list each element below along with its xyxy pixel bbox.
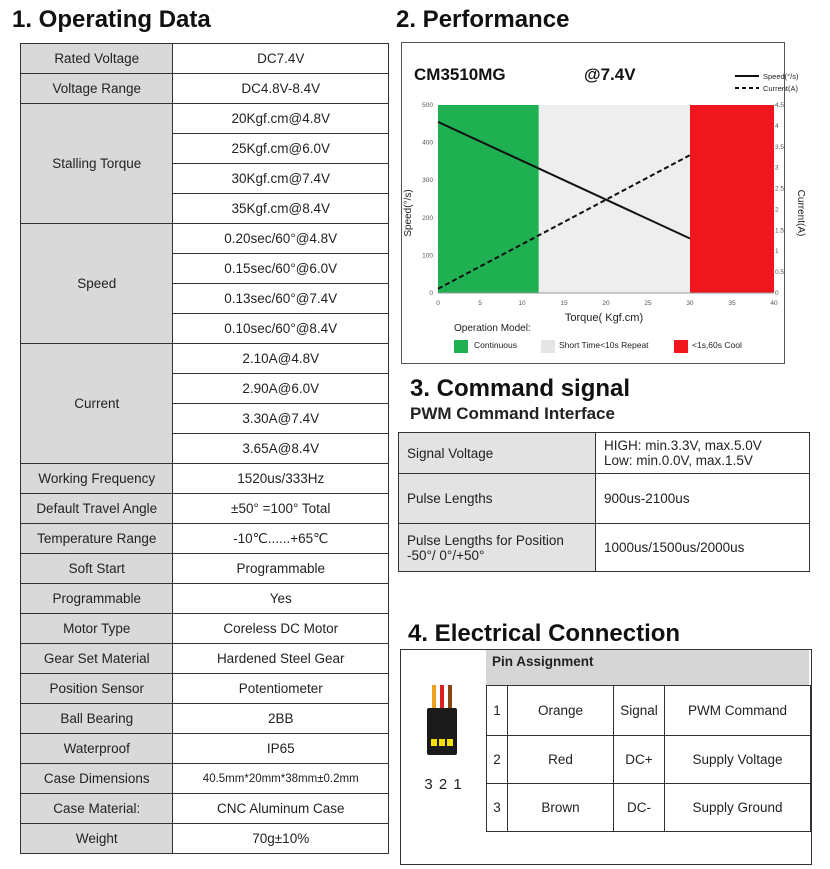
x-tick-label: 15 bbox=[560, 300, 568, 307]
table-row bbox=[487, 736, 811, 784]
table-row bbox=[21, 554, 389, 584]
spec-value: 0.20sec/60°@4.8V bbox=[173, 224, 389, 254]
table-row bbox=[21, 224, 389, 254]
spec-label: Gear Set Material bbox=[21, 644, 173, 674]
operating-data-heading: 1. Operating Data bbox=[12, 6, 211, 33]
spec-value: -10℃......+65℃ bbox=[173, 524, 389, 554]
cmd-value: 900us-2100us bbox=[596, 474, 810, 524]
legend-speed-label: Speed(°/s) bbox=[763, 72, 799, 81]
spec-value: 40.5mm*20mm*38mm±0.2mm bbox=[173, 764, 389, 794]
y2-tick-label: 0 bbox=[775, 290, 779, 297]
zone-swatch-continuous bbox=[454, 340, 468, 353]
pin-assignment-header: Pin Assignment bbox=[486, 650, 809, 685]
spec-label: Stalling Torque bbox=[21, 104, 173, 224]
connector-housing bbox=[427, 708, 457, 755]
x-tick-label: 30 bbox=[686, 300, 694, 307]
spec-value: 0.13sec/60°@7.4V bbox=[173, 284, 389, 314]
spec-label: Rated Voltage bbox=[21, 44, 173, 74]
pin-type: DC- bbox=[614, 784, 665, 832]
zone-label-short-time: Short Time<10s Repeat bbox=[559, 340, 649, 350]
plot-layer bbox=[422, 102, 784, 307]
spec-label: Temperature Range bbox=[21, 524, 173, 554]
zone-swatch-short-time bbox=[541, 340, 555, 353]
table-row bbox=[399, 474, 810, 524]
table-row bbox=[21, 704, 389, 734]
table-row bbox=[21, 794, 389, 824]
table-row bbox=[21, 764, 389, 794]
performance-chart-panel bbox=[401, 42, 806, 364]
spec-value: DC7.4V bbox=[173, 44, 389, 74]
zone-band-0 bbox=[438, 105, 539, 293]
zone-legend-title: Operation Model: bbox=[454, 323, 531, 334]
table-row bbox=[21, 524, 389, 554]
spec-value: 0.15sec/60°@6.0V bbox=[173, 254, 389, 284]
legend-current-label: Current(A) bbox=[763, 84, 799, 93]
spec-label: Motor Type bbox=[21, 614, 173, 644]
y2-tick-label: 3 bbox=[775, 164, 779, 172]
pulse-position-angles: -50°/ 0°/+50° bbox=[407, 547, 485, 563]
spec-value: Programmable bbox=[173, 554, 389, 584]
spec-value: ±50° =100° Total bbox=[173, 494, 389, 524]
cmd-label bbox=[399, 524, 596, 572]
cmd-label: Signal Voltage bbox=[399, 433, 596, 474]
spec-value: Hardened Steel Gear bbox=[173, 644, 389, 674]
pin-color: Brown bbox=[508, 784, 614, 832]
command-signal-table bbox=[398, 432, 810, 572]
cmd-value bbox=[596, 433, 810, 474]
pin-color: Orange bbox=[508, 686, 614, 736]
pin-function: PWM Command bbox=[665, 686, 811, 736]
table-row bbox=[21, 344, 389, 374]
table-row bbox=[21, 614, 389, 644]
y-tick-label: 300 bbox=[422, 177, 433, 185]
table-row bbox=[399, 433, 810, 474]
y2-tick-label: 1.5 bbox=[775, 227, 785, 235]
spec-value: 20Kgf.cm@4.8V bbox=[173, 104, 389, 134]
y2-tick-label: 2.5 bbox=[775, 185, 785, 193]
pwm-interface-subheading: PWM Command Interface bbox=[410, 404, 615, 423]
cmd-value: 1000us/1500us/2000us bbox=[596, 524, 810, 572]
pin-function: Supply Ground bbox=[665, 784, 811, 832]
signal-high-value: HIGH: min.3.3V, max.5.0V bbox=[604, 438, 762, 453]
x-tick-label: 5 bbox=[478, 300, 482, 307]
y-tick-label: 400 bbox=[422, 139, 433, 147]
operating-data-table bbox=[20, 43, 389, 854]
x-tick-label: 35 bbox=[728, 300, 736, 307]
spec-value: 3.30A@7.4V bbox=[173, 404, 389, 434]
spec-label: Case Material: bbox=[21, 794, 173, 824]
pin-slot-icon bbox=[439, 739, 445, 746]
zone-label-continuous: Continuous bbox=[474, 340, 518, 350]
table-row bbox=[21, 674, 389, 704]
x-tick-label: 20 bbox=[602, 300, 610, 307]
x-axis-title: Torque( Kgf.cm) bbox=[564, 312, 644, 324]
electrical-connection-box bbox=[400, 649, 812, 865]
pin-number: 3 bbox=[487, 784, 508, 832]
table-row bbox=[21, 584, 389, 614]
spec-value: 2BB bbox=[173, 704, 389, 734]
table-row bbox=[487, 784, 811, 832]
x-tick-label: 10 bbox=[518, 300, 526, 307]
spec-value: 30Kgf.cm@7.4V bbox=[173, 164, 389, 194]
spec-value: 35Kgf.cm@8.4V bbox=[173, 194, 389, 224]
pin-number: 2 bbox=[487, 736, 508, 784]
table-row bbox=[21, 44, 389, 74]
table-row bbox=[21, 104, 389, 134]
y-tick-label: 0 bbox=[429, 290, 433, 297]
spec-value: 0.10sec/60°@8.4V bbox=[173, 314, 389, 344]
table-row bbox=[21, 74, 389, 104]
electrical-connection-heading: 4. Electrical Connection bbox=[408, 620, 681, 647]
table-row bbox=[21, 644, 389, 674]
spec-label: Default Travel Angle bbox=[21, 494, 173, 524]
spec-value: 2.90A@6.0V bbox=[173, 374, 389, 404]
table-row bbox=[487, 686, 811, 736]
zone-band-1 bbox=[539, 105, 690, 293]
spec-label: Weight bbox=[21, 824, 173, 854]
spec-value: DC4.8V-8.4V bbox=[173, 74, 389, 104]
performance-heading: 2. Performance bbox=[396, 6, 570, 33]
x-tick-label: 0 bbox=[436, 300, 440, 307]
y2-tick-label: 4.5 bbox=[775, 102, 785, 109]
spec-label: Programmable bbox=[21, 584, 173, 614]
y2-axis-title: Current(A) bbox=[795, 189, 806, 237]
pin-slot-icon bbox=[431, 739, 437, 746]
command-signal-heading: 3. Command signal bbox=[410, 375, 631, 402]
connector-pin-order: 3 2 1 bbox=[424, 776, 463, 793]
zone-swatch-cool bbox=[674, 340, 688, 353]
zone-label-cool: <1s,60s Cool bbox=[692, 340, 742, 350]
spec-value: 3.65A@8.4V bbox=[173, 434, 389, 464]
pin-function: Supply Voltage bbox=[665, 736, 811, 784]
y2-tick-label: 3.5 bbox=[775, 143, 785, 151]
y-tick-label: 200 bbox=[422, 214, 433, 222]
x-tick-label: 40 bbox=[770, 300, 778, 307]
chart-subtitle: @7.4V bbox=[584, 65, 636, 84]
spec-value: Yes bbox=[173, 584, 389, 614]
y-tick-label: 100 bbox=[422, 252, 433, 260]
y2-tick-label: 4 bbox=[775, 122, 779, 130]
spec-label: Ball Bearing bbox=[21, 704, 173, 734]
spec-value: CNC Aluminum Case bbox=[173, 794, 389, 824]
spec-value: Coreless DC Motor bbox=[173, 614, 389, 644]
chart-title: CM3510MG bbox=[414, 65, 506, 84]
spec-value: 25Kgf.cm@6.0V bbox=[173, 134, 389, 164]
y-tick-label: 500 bbox=[422, 102, 433, 109]
spec-label: Waterproof bbox=[21, 734, 173, 764]
pin-color: Red bbox=[508, 736, 614, 784]
spec-label: Position Sensor bbox=[21, 674, 173, 704]
table-row bbox=[21, 824, 389, 854]
spec-value: 2.10A@4.8V bbox=[173, 344, 389, 374]
table-row bbox=[399, 524, 810, 572]
pin-slot-icon bbox=[447, 739, 453, 746]
performance-chart bbox=[402, 43, 806, 363]
spec-value: Potentiometer bbox=[173, 674, 389, 704]
spec-label: Current bbox=[21, 344, 173, 464]
spec-label: Voltage Range bbox=[21, 74, 173, 104]
connector-image bbox=[401, 650, 486, 864]
spec-label: Case Dimensions bbox=[21, 764, 173, 794]
table-row bbox=[21, 464, 389, 494]
spec-label: Soft Start bbox=[21, 554, 173, 584]
y2-tick-label: 0.5 bbox=[775, 269, 785, 277]
signal-low-value: Low: min.0.0V, max.1.5V bbox=[604, 453, 753, 468]
table-row bbox=[21, 494, 389, 524]
spec-label: Speed bbox=[21, 224, 173, 344]
y-axis-title: Speed(°/s) bbox=[403, 189, 414, 237]
pin-number: 1 bbox=[487, 686, 508, 736]
x-tick-label: 25 bbox=[644, 300, 652, 307]
spec-value: 70g±10% bbox=[173, 824, 389, 854]
pin-table bbox=[486, 685, 811, 832]
pin-type: DC+ bbox=[614, 736, 665, 784]
y2-tick-label: 1 bbox=[775, 248, 779, 256]
table-row bbox=[21, 734, 389, 764]
spec-label: Working Frequency bbox=[21, 464, 173, 494]
pulse-position-label: Pulse Lengths for Position bbox=[407, 532, 564, 548]
spec-value: IP65 bbox=[173, 734, 389, 764]
cmd-label: Pulse Lengths bbox=[399, 474, 596, 524]
y2-tick-label: 2 bbox=[775, 206, 779, 214]
spec-value: 1520us/333Hz bbox=[173, 464, 389, 494]
pin-type: Signal bbox=[614, 686, 665, 736]
zone-band-2 bbox=[690, 105, 774, 293]
